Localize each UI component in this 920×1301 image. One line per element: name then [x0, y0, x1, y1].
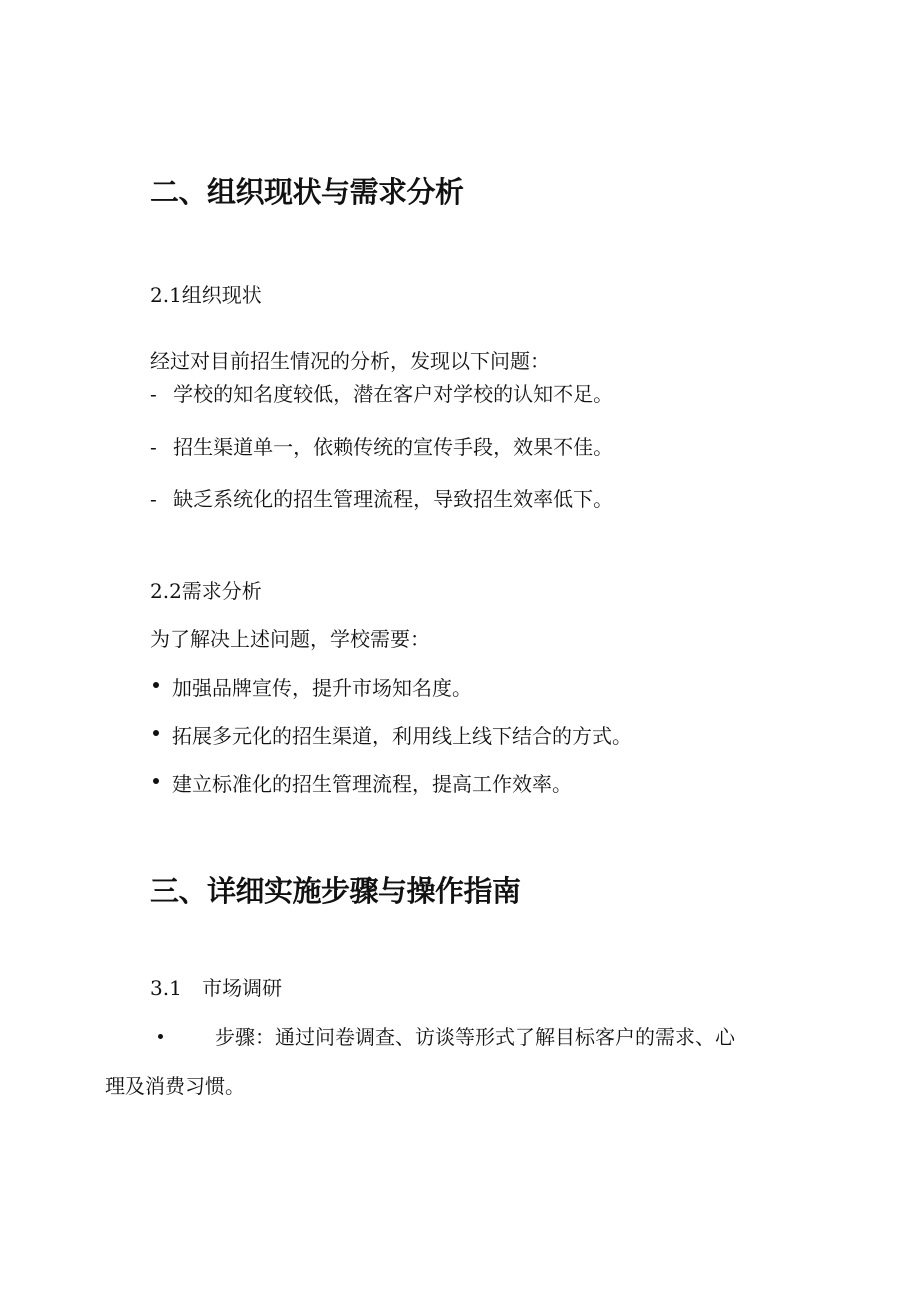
problem-item — [150, 483, 613, 512]
problem-item — [150, 378, 613, 407]
subsection-3-1-heading — [150, 972, 282, 1001]
subsection-2-1-intro: 经过对目前招生情况的分析，发现以下问题： — [150, 349, 550, 373]
problem-item-text: 缺乏系统化的招生管理流程，导致招生效率低下。 — [173, 487, 614, 511]
need-item-text: 加强品牌宣传，提升市场知名度。 — [172, 676, 472, 700]
section-3-heading: 三、详细实施步骤与操作指南 — [150, 874, 521, 908]
dash-marker: - — [150, 382, 157, 406]
need-item-text: 拓展多元化的招生渠道，利用线上线下结合的方式。 — [172, 724, 632, 748]
subsection-2-1-heading: 2.1组织现状 — [150, 283, 262, 307]
problem-item — [150, 431, 613, 460]
need-item — [150, 672, 472, 701]
bullet-dot-icon — [158, 1034, 163, 1039]
need-item — [150, 768, 572, 797]
dash-marker: - — [150, 487, 157, 511]
subsection-number: 3.1 — [150, 976, 182, 1000]
step-text-line: 理及消费习惯。 — [105, 1074, 245, 1098]
section-2-heading: 二、组织现状与需求分析 — [150, 175, 464, 209]
subsection-2-2-heading: 2.2需求分析 — [150, 579, 262, 603]
problem-item-text: 招生渠道单一，依赖传统的宣传手段，效果不佳。 — [173, 435, 614, 459]
subsection-2-2-intro: 为了解决上述问题，学校需要： — [150, 627, 430, 651]
bullet-dot-icon — [153, 682, 159, 688]
need-item — [150, 720, 632, 749]
need-item-text: 建立标准化的招生管理流程，提高工作效率。 — [172, 772, 572, 796]
bullet-dot-icon — [153, 778, 159, 784]
dash-marker: - — [150, 435, 157, 459]
bullet-dot-icon — [153, 730, 159, 736]
problem-item-text: 学校的知名度较低，潜在客户对学校的认知不足。 — [173, 382, 614, 406]
step-text-line: 步骤：通过问卷调查、访谈等形式了解目标客户的需求、心 — [215, 1025, 735, 1049]
subsection-title: 市场调研 — [202, 976, 283, 1000]
